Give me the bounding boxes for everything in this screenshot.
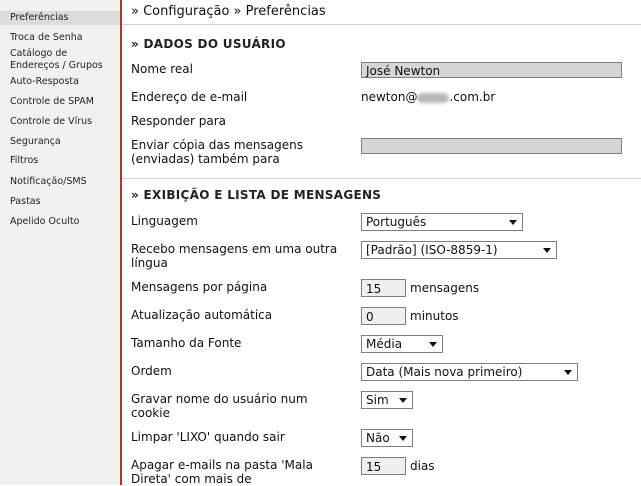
mensagens-por-pagina-input[interactable]: 15 <box>361 279 406 297</box>
chevron-down-icon <box>509 220 517 225</box>
linguagem-select[interactable] <box>361 213 523 231</box>
gravar-cookie-label: Gravar nome do usuário num cookie <box>131 392 308 420</box>
mensagens-suffix: mensagens <box>410 281 480 295</box>
sidebar-item-catalogo-de-enderecos[interactable]: Catálogo de Endereços / Grupos <box>10 48 103 71</box>
chevron-down-icon <box>429 342 437 347</box>
tamanho-da-fonte-label: Tamanho da Fonte <box>131 336 242 350</box>
outra-lingua-label: Recebo mensagens em uma outra língua <box>131 242 338 270</box>
limpar-lixo-label: Limpar 'LIXO' quando sair <box>131 430 285 444</box>
outra-lingua-selected: [Padrão] (ISO-8859-1) <box>366 243 498 257</box>
gravar-cookie-selected: Sim <box>366 393 389 407</box>
nome-real-label: Nome real <box>131 62 193 76</box>
ordem-select[interactable] <box>361 363 578 381</box>
ordem-label: Ordem <box>131 364 172 378</box>
breadcrumb: » Configuração » Preferências <box>131 4 326 19</box>
chevron-down-icon <box>543 248 551 253</box>
dias-suffix: dias <box>410 459 435 473</box>
sidebar <box>0 0 120 485</box>
minutos-suffix: minutos <box>410 309 459 323</box>
chevron-down-icon <box>399 436 407 441</box>
enviar-copia-label: Enviar cópia das mensagens (enviadas) também para <box>131 138 303 166</box>
chevron-down-icon <box>564 370 572 375</box>
sidebar-divider <box>120 0 122 485</box>
sidebar-item-notificacao-sms[interactable]: Notificação/SMS <box>10 176 87 187</box>
limpar-lixo-selected: Não <box>366 431 390 445</box>
sidebar-item-auto-resposta[interactable]: Auto-Resposta <box>10 76 79 87</box>
enviar-copia-input[interactable] <box>361 138 622 154</box>
sidebar-item-seguranca[interactable]: Segurança <box>10 136 61 147</box>
atualizacao-automatica-label: Atualização automática <box>131 308 273 322</box>
divider <box>122 24 641 25</box>
section-title-dados-do-usuario: » DADOS DO USUÁRIO <box>131 37 286 51</box>
sidebar-item-troca-de-senha[interactable]: Troca de Senha <box>10 32 83 43</box>
sidebar-item-preferencias[interactable]: Preferências <box>0 11 120 25</box>
linguagem-selected: Português <box>366 215 427 229</box>
divider <box>122 178 641 179</box>
tamanho-da-fonte-select[interactable] <box>361 335 443 353</box>
limpar-lixo-select[interactable] <box>361 429 413 447</box>
sidebar-item-apelido-oculto[interactable]: Apelido Oculto <box>10 216 80 227</box>
chevron-down-icon <box>399 398 407 403</box>
nome-real-input[interactable]: José Newton <box>361 62 622 78</box>
tamanho-da-fonte-selected: Média <box>366 337 403 351</box>
email-suffix: .com.br <box>449 90 496 104</box>
apagar-mala-direta-label: Apagar e-mails na pasta 'Mala Direta' com mais de <box>131 458 313 486</box>
linguagem-label: Linguagem <box>131 214 198 228</box>
atualizacao-automatica-input[interactable]: 0 <box>361 307 406 325</box>
email-label: Endereço de e-mail <box>131 90 248 104</box>
gravar-cookie-select[interactable] <box>361 391 413 409</box>
ordem-selected: Data (Mais nova primeiro) <box>366 365 523 379</box>
sidebar-item-controle-de-virus[interactable]: Controle de Vírus <box>10 116 93 127</box>
redacted-blur <box>417 93 449 103</box>
sidebar-item-controle-de-spam[interactable]: Controle de SPAM <box>10 96 94 107</box>
apagar-mala-direta-input[interactable]: 15 <box>361 457 406 475</box>
mensagens-por-pagina-label: Mensagens por página <box>131 280 268 294</box>
email-value <box>361 90 495 104</box>
responder-para-label: Responder para <box>131 114 227 128</box>
section-title-exibicao: » EXIBIÇÃO E LISTA DE MENSAGENS <box>131 188 382 202</box>
outra-lingua-select[interactable] <box>361 241 557 259</box>
sidebar-item-pastas[interactable]: Pastas <box>10 196 41 207</box>
sidebar-item-filtros[interactable]: Filtros <box>10 155 39 166</box>
email-prefix: newton@ <box>361 90 418 104</box>
